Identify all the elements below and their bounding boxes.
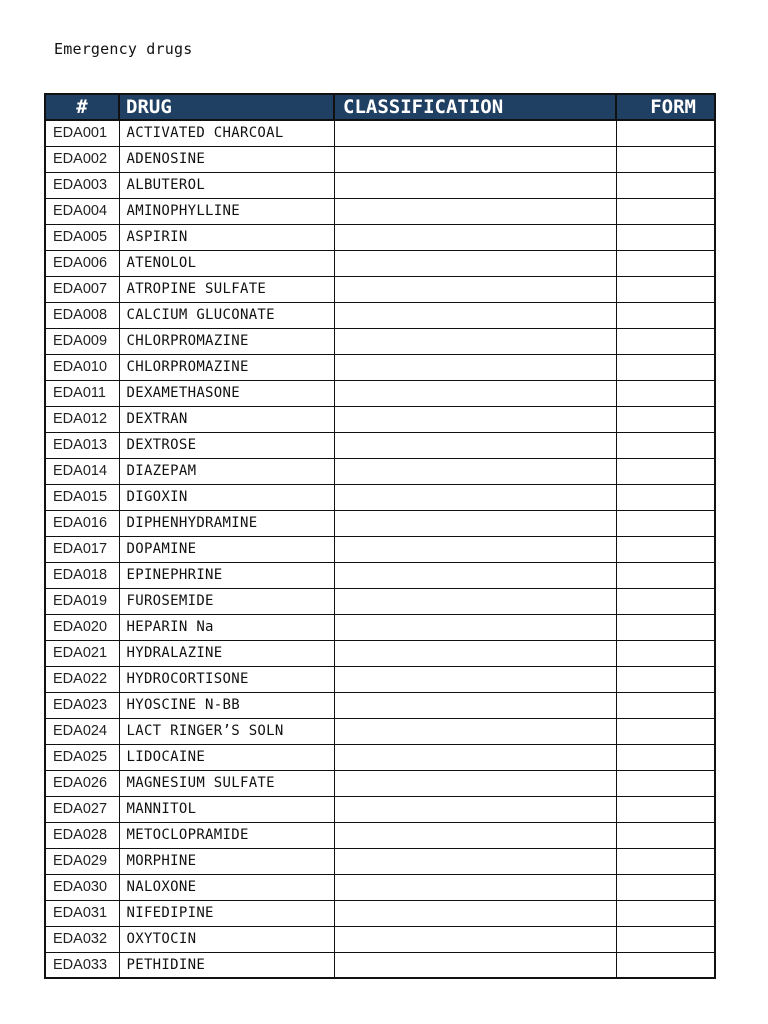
table-row	[45, 796, 715, 822]
header-row	[45, 94, 715, 120]
drug-id-cell: EDA001	[45, 120, 119, 146]
drug-id-cell: EDA029	[45, 848, 119, 874]
drug-name-cell: PETHIDINE	[119, 952, 334, 978]
drug-id-cell: EDA005	[45, 224, 119, 250]
drug-id-cell: EDA011	[45, 380, 119, 406]
drug-name-cell: DEXAMETHASONE	[119, 380, 334, 406]
table-row	[45, 536, 715, 562]
classification-cell[interactable]	[334, 276, 616, 302]
classification-cell[interactable]	[334, 900, 616, 926]
drug-table	[44, 93, 716, 979]
table-body	[45, 120, 715, 978]
drug-id-cell: EDA016	[45, 510, 119, 536]
form-cell[interactable]	[616, 484, 715, 510]
classification-cell[interactable]	[334, 250, 616, 276]
table-row	[45, 926, 715, 952]
table-row	[45, 692, 715, 718]
table-row	[45, 224, 715, 250]
classification-cell[interactable]	[334, 926, 616, 952]
drug-id-cell: EDA028	[45, 822, 119, 848]
drug-name-cell: NALOXONE	[119, 874, 334, 900]
classification-cell[interactable]	[334, 224, 616, 250]
drug-name-cell: OXYTOCIN	[119, 926, 334, 952]
form-cell[interactable]	[616, 432, 715, 458]
drug-id-cell: EDA003	[45, 172, 119, 198]
table-row	[45, 328, 715, 354]
form-cell[interactable]	[616, 510, 715, 536]
form-cell[interactable]	[616, 718, 715, 744]
drug-name-cell: DEXTRAN	[119, 406, 334, 432]
table-row	[45, 770, 715, 796]
form-cell[interactable]	[616, 848, 715, 874]
drug-name-cell: HYDROCORTISONE	[119, 666, 334, 692]
drug-name-cell: HYDRALAZINE	[119, 640, 334, 666]
table-row	[45, 588, 715, 614]
drug-name-cell: ACTIVATED CHARCOAL	[119, 120, 334, 146]
drug-id-cell: EDA031	[45, 900, 119, 926]
drug-id-cell: EDA006	[45, 250, 119, 276]
classification-cell[interactable]	[334, 406, 616, 432]
classification-cell[interactable]	[334, 328, 616, 354]
drug-id-cell: EDA002	[45, 146, 119, 172]
classification-cell[interactable]	[334, 198, 616, 224]
classification-cell[interactable]	[334, 952, 616, 978]
drug-name-cell: DIPHENHYDRAMINE	[119, 510, 334, 536]
drug-name-cell: ATROPINE SULFATE	[119, 276, 334, 302]
classification-cell[interactable]	[334, 510, 616, 536]
classification-cell[interactable]	[334, 172, 616, 198]
classification-cell[interactable]	[334, 562, 616, 588]
drug-name-cell: AMINOPHYLLINE	[119, 198, 334, 224]
classification-cell[interactable]	[334, 796, 616, 822]
classification-cell[interactable]	[334, 120, 616, 146]
column-header-drug: DRUG	[119, 94, 334, 120]
classification-cell[interactable]	[334, 432, 616, 458]
table-row	[45, 900, 715, 926]
drug-id-cell: EDA033	[45, 952, 119, 978]
table-row	[45, 484, 715, 510]
drug-name-cell: HYOSCINE N-BB	[119, 692, 334, 718]
table-row	[45, 250, 715, 276]
form-cell[interactable]	[616, 588, 715, 614]
classification-cell[interactable]	[334, 744, 616, 770]
form-cell[interactable]	[616, 354, 715, 380]
drug-name-cell: METOCLOPRAMIDE	[119, 822, 334, 848]
column-header-form: FORM	[616, 94, 715, 120]
drug-id-cell: EDA019	[45, 588, 119, 614]
table-row	[45, 354, 715, 380]
table-row	[45, 848, 715, 874]
classification-cell[interactable]	[334, 588, 616, 614]
table-row	[45, 952, 715, 978]
drug-name-cell: ADENOSINE	[119, 146, 334, 172]
drug-id-cell: EDA022	[45, 666, 119, 692]
table-row	[45, 874, 715, 900]
drug-id-cell: EDA009	[45, 328, 119, 354]
classification-cell[interactable]	[334, 302, 616, 328]
drug-id-cell: EDA010	[45, 354, 119, 380]
form-cell[interactable]	[616, 146, 715, 172]
drug-name-cell: DIGOXIN	[119, 484, 334, 510]
drug-name-cell: DOPAMINE	[119, 536, 334, 562]
form-cell[interactable]	[616, 770, 715, 796]
drug-id-cell: EDA014	[45, 458, 119, 484]
drug-id-cell: EDA017	[45, 536, 119, 562]
table-row	[45, 640, 715, 666]
drug-id-cell: EDA004	[45, 198, 119, 224]
table-row	[45, 380, 715, 406]
table-row	[45, 172, 715, 198]
drug-id-cell: EDA023	[45, 692, 119, 718]
drug-name-cell: DIAZEPAM	[119, 458, 334, 484]
form-cell[interactable]	[616, 380, 715, 406]
classification-cell[interactable]	[334, 666, 616, 692]
drug-name-cell: CHLORPROMAZINE	[119, 328, 334, 354]
form-cell[interactable]	[616, 952, 715, 978]
classification-cell[interactable]	[334, 640, 616, 666]
drug-id-cell: EDA020	[45, 614, 119, 640]
table-row	[45, 614, 715, 640]
drug-id-cell: EDA012	[45, 406, 119, 432]
drug-name-cell: CALCIUM GLUCONATE	[119, 302, 334, 328]
drug-name-cell: LIDOCAINE	[119, 744, 334, 770]
form-cell[interactable]	[616, 406, 715, 432]
classification-cell[interactable]	[334, 536, 616, 562]
classification-cell[interactable]	[334, 146, 616, 172]
page-title: Emergency drugs	[54, 40, 193, 58]
form-cell[interactable]	[616, 744, 715, 770]
column-header-number: #	[45, 94, 119, 120]
table-row	[45, 718, 715, 744]
classification-cell[interactable]	[334, 614, 616, 640]
drug-name-cell: MORPHINE	[119, 848, 334, 874]
drug-name-cell: MANNITOL	[119, 796, 334, 822]
table-row	[45, 510, 715, 536]
drug-name-cell: ASPIRIN	[119, 224, 334, 250]
table-row	[45, 666, 715, 692]
table-row	[45, 458, 715, 484]
form-cell[interactable]	[616, 692, 715, 718]
form-cell[interactable]	[616, 796, 715, 822]
classification-cell[interactable]	[334, 874, 616, 900]
drug-id-cell: EDA024	[45, 718, 119, 744]
table-row	[45, 146, 715, 172]
drug-id-cell: EDA026	[45, 770, 119, 796]
form-cell[interactable]	[616, 666, 715, 692]
table-row	[45, 822, 715, 848]
drug-name-cell: FUROSEMIDE	[119, 588, 334, 614]
drug-id-cell: EDA030	[45, 874, 119, 900]
form-cell[interactable]	[616, 874, 715, 900]
form-cell[interactable]	[616, 276, 715, 302]
drug-name-cell: NIFEDIPINE	[119, 900, 334, 926]
drug-name-cell: ATENOLOL	[119, 250, 334, 276]
drug-id-cell: EDA015	[45, 484, 119, 510]
drug-id-cell: EDA008	[45, 302, 119, 328]
form-cell[interactable]	[616, 926, 715, 952]
classification-cell[interactable]	[334, 354, 616, 380]
classification-cell[interactable]	[334, 848, 616, 874]
table-row	[45, 302, 715, 328]
drug-id-cell: EDA018	[45, 562, 119, 588]
drug-name-cell: MAGNESIUM SULFATE	[119, 770, 334, 796]
classification-cell[interactable]	[334, 770, 616, 796]
table-row	[45, 744, 715, 770]
classification-cell[interactable]	[334, 484, 616, 510]
form-cell[interactable]	[616, 120, 715, 146]
form-cell[interactable]	[616, 640, 715, 666]
classification-cell[interactable]	[334, 822, 616, 848]
drug-name-cell: CHLORPROMAZINE	[119, 354, 334, 380]
drug-id-cell: EDA027	[45, 796, 119, 822]
classification-cell[interactable]	[334, 380, 616, 406]
form-cell[interactable]	[616, 198, 715, 224]
drug-name-cell: ALBUTEROL	[119, 172, 334, 198]
drug-id-cell: EDA032	[45, 926, 119, 952]
classification-cell[interactable]	[334, 692, 616, 718]
form-cell[interactable]	[616, 822, 715, 848]
table-row	[45, 562, 715, 588]
drug-name-cell: HEPARIN Na	[119, 614, 334, 640]
form-cell[interactable]	[616, 536, 715, 562]
drug-name-cell: EPINEPHRINE	[119, 562, 334, 588]
classification-cell[interactable]	[334, 458, 616, 484]
table-row	[45, 198, 715, 224]
drug-id-cell: EDA025	[45, 744, 119, 770]
table-header	[45, 94, 715, 120]
form-cell[interactable]	[616, 328, 715, 354]
drug-id-cell: EDA007	[45, 276, 119, 302]
form-cell[interactable]	[616, 562, 715, 588]
form-cell[interactable]	[616, 614, 715, 640]
form-cell[interactable]	[616, 302, 715, 328]
form-cell[interactable]	[616, 172, 715, 198]
table-row	[45, 276, 715, 302]
drug-id-cell: EDA021	[45, 640, 119, 666]
column-header-classification: CLASSIFICATION	[334, 94, 616, 120]
form-cell[interactable]	[616, 900, 715, 926]
table-row	[45, 120, 715, 146]
table-row	[45, 406, 715, 432]
form-cell[interactable]	[616, 224, 715, 250]
drug-name-cell: LACT RINGER’S SOLN	[119, 718, 334, 744]
form-cell[interactable]	[616, 458, 715, 484]
classification-cell[interactable]	[334, 718, 616, 744]
table-row	[45, 432, 715, 458]
form-cell[interactable]	[616, 250, 715, 276]
drug-id-cell: EDA013	[45, 432, 119, 458]
drug-name-cell: DEXTROSE	[119, 432, 334, 458]
